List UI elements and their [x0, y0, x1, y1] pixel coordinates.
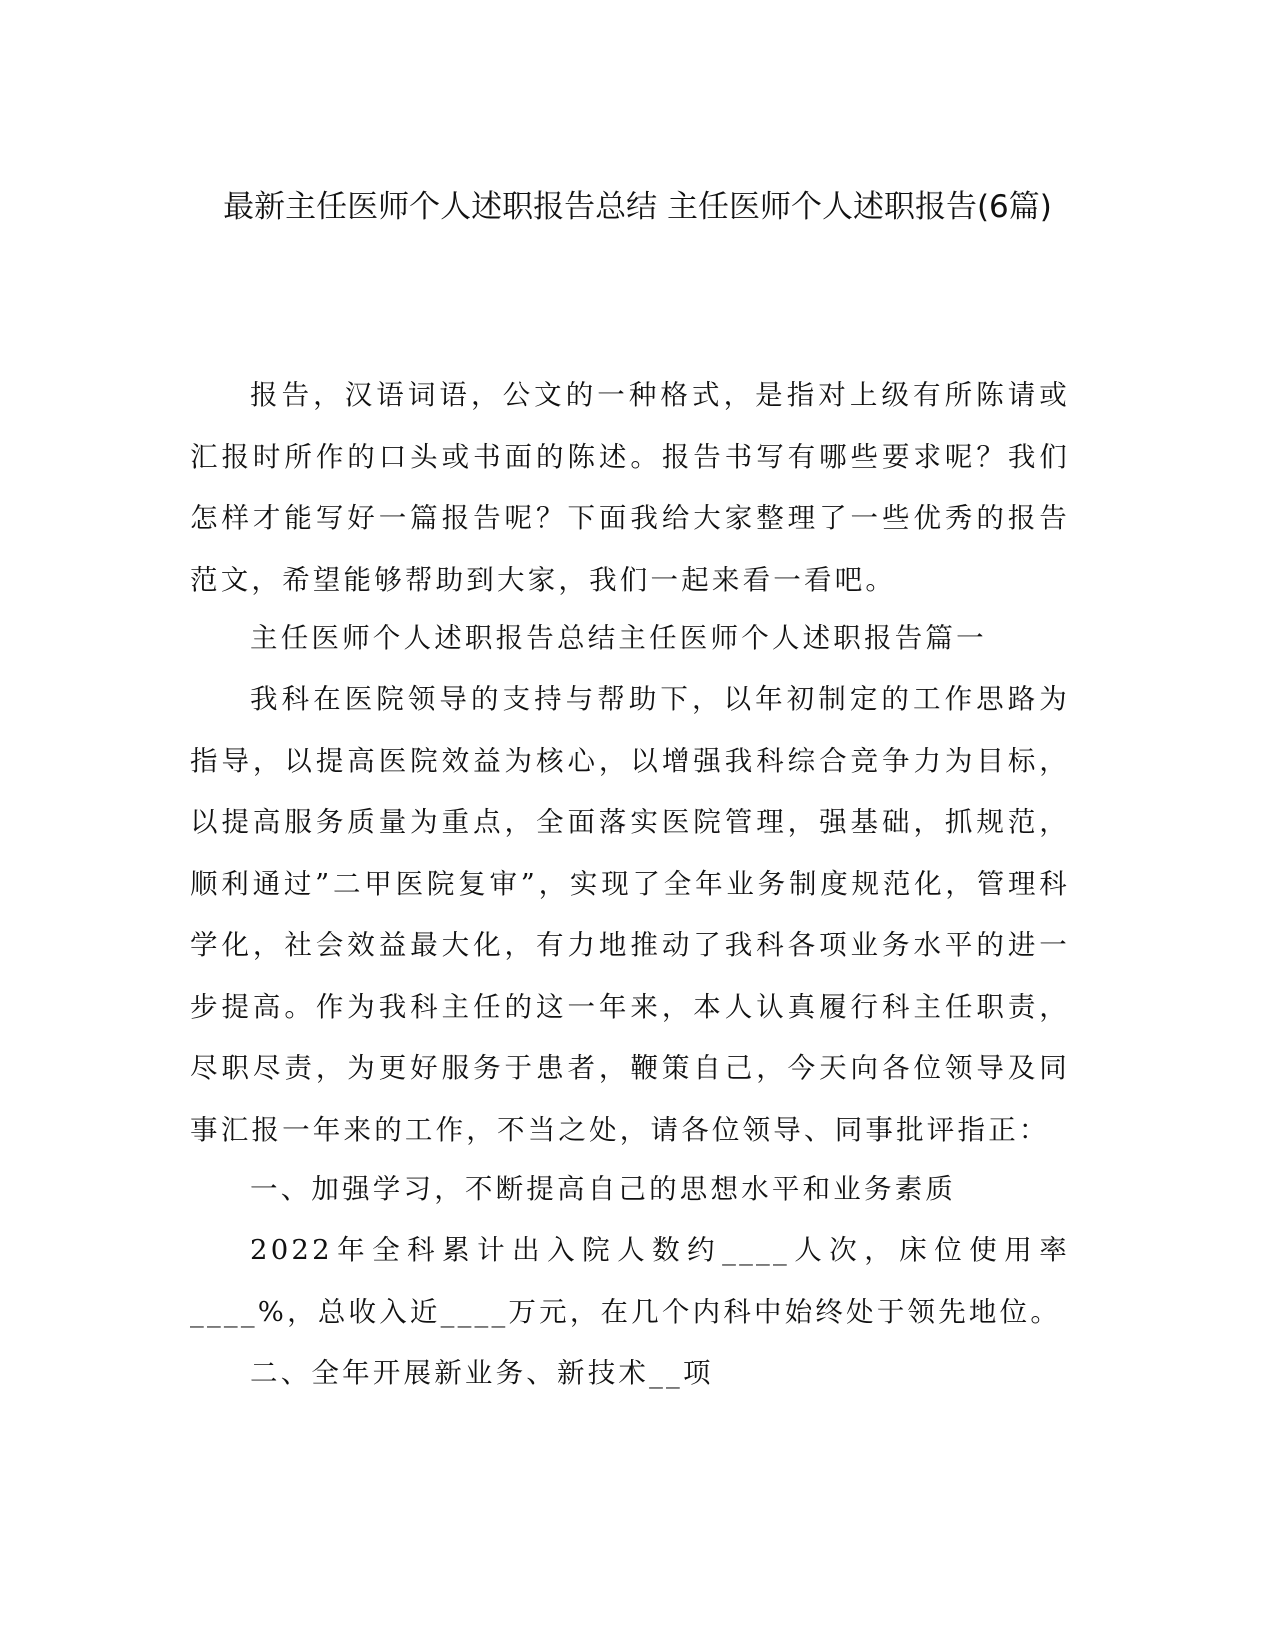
article-heading: 主任医师个人述职报告总结主任医师个人述职报告篇一 [250, 622, 987, 654]
main-paragraph: 我科在医院领导的支持与帮助下，以年初制定的工作思路为指导，以提高医院效益为核心，以增强我科综合竞争力为目标，以提高服务质量为重点，全面落实医院管理，强基础，抓规范，顺利通过”二甲医院复审”，实现了全年业务制度规范化，管理科学化，社会效益最大化，有力地推动了我科各项业务水平的进一步提高。作为我科主任的这一年来，本人认真履行科主任职责，尽职尽责，为更好服务于患者，鞭策自己，今天向各位领导及同事汇报一年来的工作，不当之处，请各位领导、同事批评指正： [190, 683, 1070, 1146]
stats-paragraph: 2022年全科累计出入院人数约____人次，床位使用率____%，总收入近____万元，在几个内科中始终处于领先地位。 [190, 1234, 1070, 1328]
document-title: 最新主任医师个人述职报告总结 主任医师个人述职报告(6篇) [223, 189, 1052, 225]
intro-paragraph: 报告，汉语词语，公文的一种格式，是指对上级有所陈请或汇报时所作的口头或书面的陈述。报告书写有哪些要求呢？我们怎样才能写好一篇报告呢？下面我给大家整理了一些优秀的报告范文，希望能够帮助到大家，我们一起来看一看吧。 [190, 379, 1070, 596]
section-heading-2: 二、全年开展新业务、新技术__项 [250, 1357, 714, 1389]
section-heading-1: 一、加强学习，不断提高自己的思想水平和业务素质 [250, 1173, 957, 1205]
